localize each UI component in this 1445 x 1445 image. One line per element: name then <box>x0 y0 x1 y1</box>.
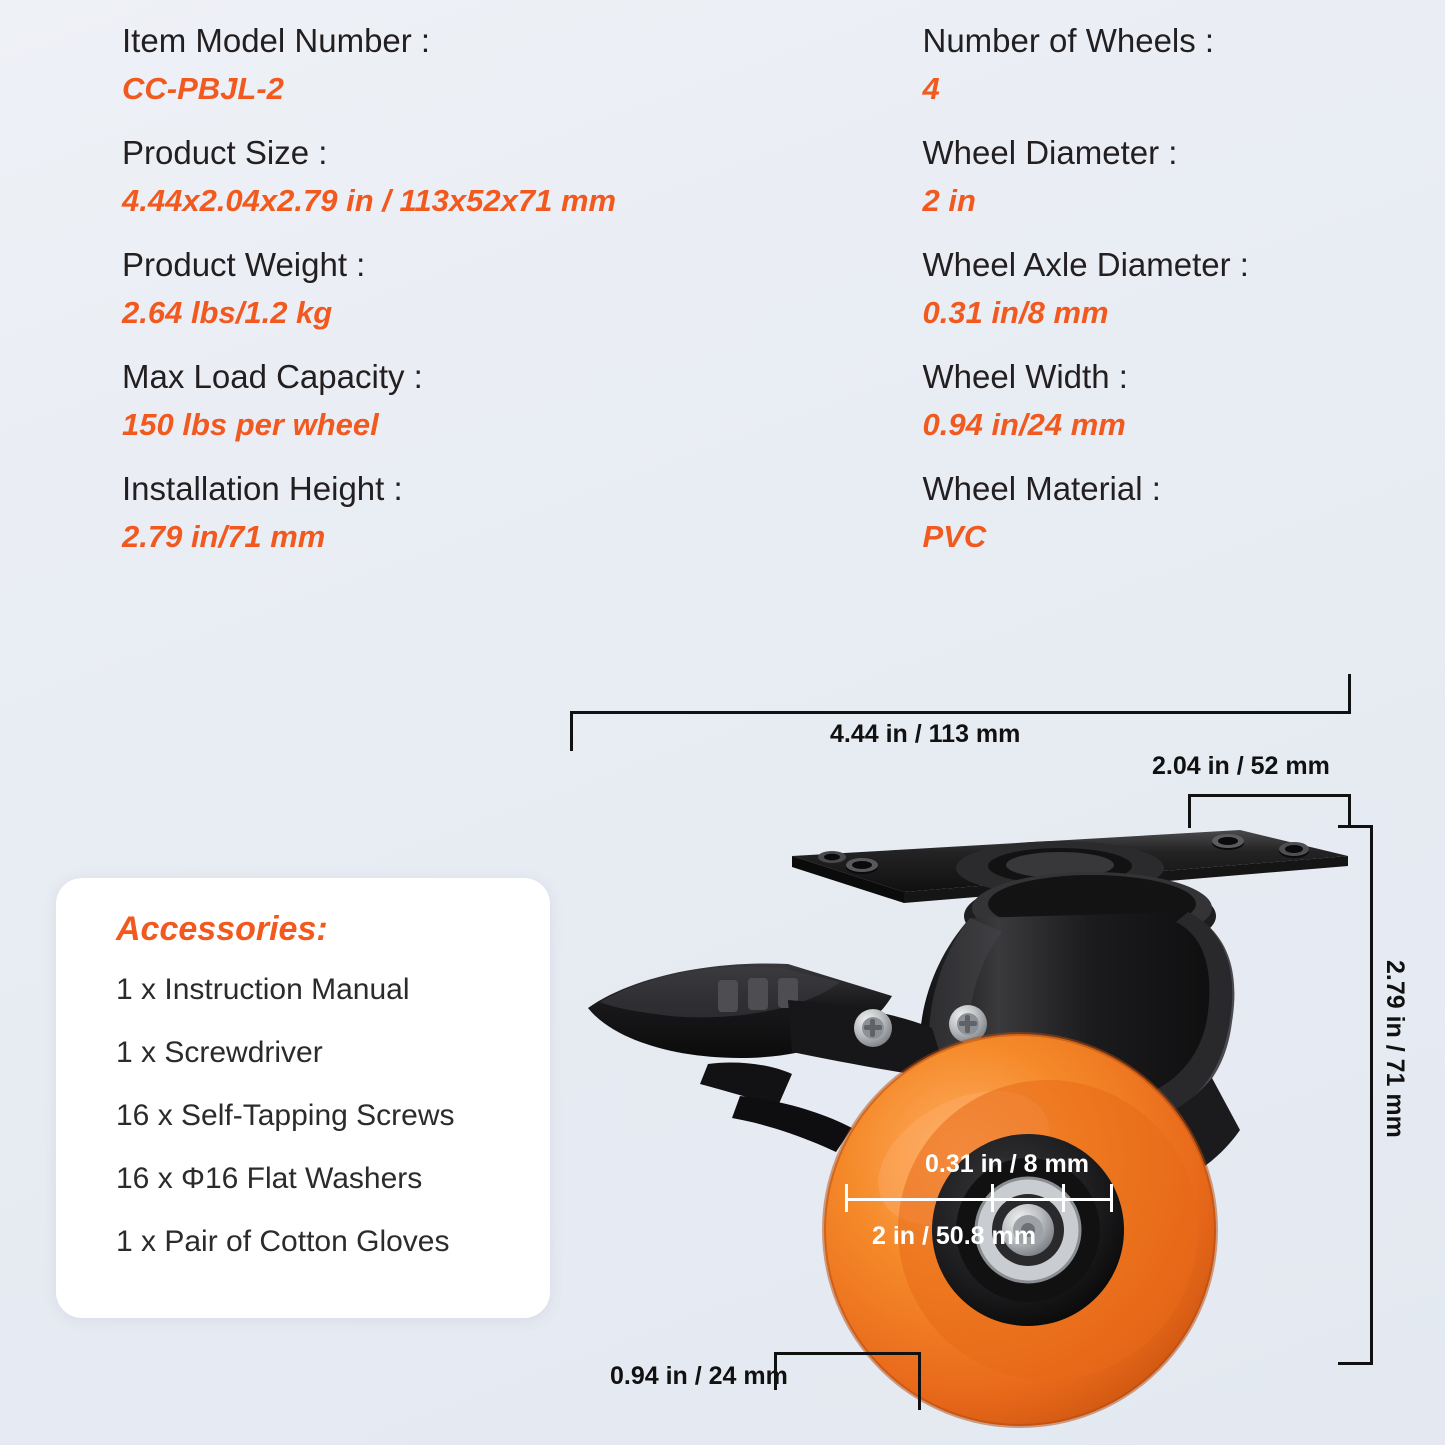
spec-label-wheel-width: Wheel Width : <box>922 358 1128 395</box>
spec-value-installation-height: 2.79 in/71 mm <box>122 519 326 554</box>
dim-tick-wheel-diameter-left <box>845 1184 848 1212</box>
list-item: 16 x Φ16 Flat Washers <box>116 1162 423 1195</box>
spec-value-product-size: 4.44x2.04x2.79 in / 113x52x71 mm <box>122 183 617 218</box>
dim-line-wheel-width <box>774 1352 920 1355</box>
dim-line-wheel-diameter <box>845 1198 1113 1201</box>
bolt-icon <box>854 1009 892 1047</box>
spec-value-wheel-axle-diameter: 0.31 in/8 mm <box>922 295 1109 330</box>
dim-tick-plate-width-right <box>1348 794 1351 828</box>
specs-left-column <box>0 24 723 584</box>
dim-label-axle-diameter: 0.31 in / 8 mm <box>925 1150 1089 1178</box>
accessories-title: Accessories: <box>116 910 328 948</box>
dim-label-plate-length: 4.44 in / 113 mm <box>830 720 1021 748</box>
spec-label-product-size: Product Size : <box>122 134 328 171</box>
dim-tick-total-height-top <box>1338 825 1372 828</box>
specifications-table <box>0 24 1445 584</box>
dim-line-plate-length <box>570 711 1350 714</box>
dim-tick-plate-length-left <box>570 711 573 751</box>
list-item: 1 x Pair of Cotton Gloves <box>116 1225 450 1258</box>
dim-label-plate-width: 2.04 in / 52 mm <box>1152 752 1330 780</box>
specs-right-column <box>723 24 1445 584</box>
spec-label-product-weight: Product Weight : <box>122 246 366 283</box>
spec-value-wheel-width: 0.94 in/24 mm <box>922 407 1126 442</box>
dim-tick-total-height-bottom <box>1338 1362 1372 1365</box>
spec-label-installation-height: Installation Height : <box>122 470 403 507</box>
dim-tick-plate-width-left <box>1188 794 1191 828</box>
list-item: 16 x Self-Tapping Screws <box>116 1099 455 1132</box>
spec-label-wheel-material: Wheel Material : <box>922 470 1161 507</box>
spec-value-max-load-capacity: 150 lbs per wheel <box>122 407 379 442</box>
list-item: 1 x Instruction Manual <box>116 973 410 1006</box>
spec-value-wheel-material: PVC <box>922 519 987 554</box>
spec-label-item-model-number: Item Model Number : <box>122 22 431 59</box>
dim-label-wheel-width: 0.94 in / 24 mm <box>610 1362 788 1390</box>
dim-tick-wheel-diameter-right <box>1110 1184 1113 1212</box>
spec-value-product-weight: 2.64 lbs/1.2 kg <box>122 295 333 330</box>
dim-line-plate-width <box>1188 794 1350 797</box>
spec-label-wheel-axle-diameter: Wheel Axle Diameter : <box>922 246 1249 283</box>
dim-label-wheel-diameter: 2 in / 50.8 mm <box>872 1222 1036 1250</box>
spec-value-wheel-diameter: 2 in <box>922 183 976 218</box>
dim-line-total-height <box>1370 825 1373 1365</box>
dim-tick-plate-length-right <box>1348 674 1351 714</box>
product-illustration <box>540 660 1445 1445</box>
spec-label-max-load-capacity: Max Load Capacity : <box>122 358 423 395</box>
spec-label-number-of-wheels: Number of Wheels : <box>922 22 1215 59</box>
accessories-card <box>56 878 550 1318</box>
spec-label-wheel-diameter: Wheel Diameter : <box>922 134 1178 171</box>
dim-tick-wheel-width-right <box>918 1352 921 1410</box>
dim-label-total-height: 2.79 in / 71 mm <box>1381 960 1409 1138</box>
spec-value-number-of-wheels: 4 <box>922 71 940 106</box>
list-item: 1 x Screwdriver <box>116 1036 323 1069</box>
spec-value-item-model-number: CC-PBJL-2 <box>122 71 284 106</box>
